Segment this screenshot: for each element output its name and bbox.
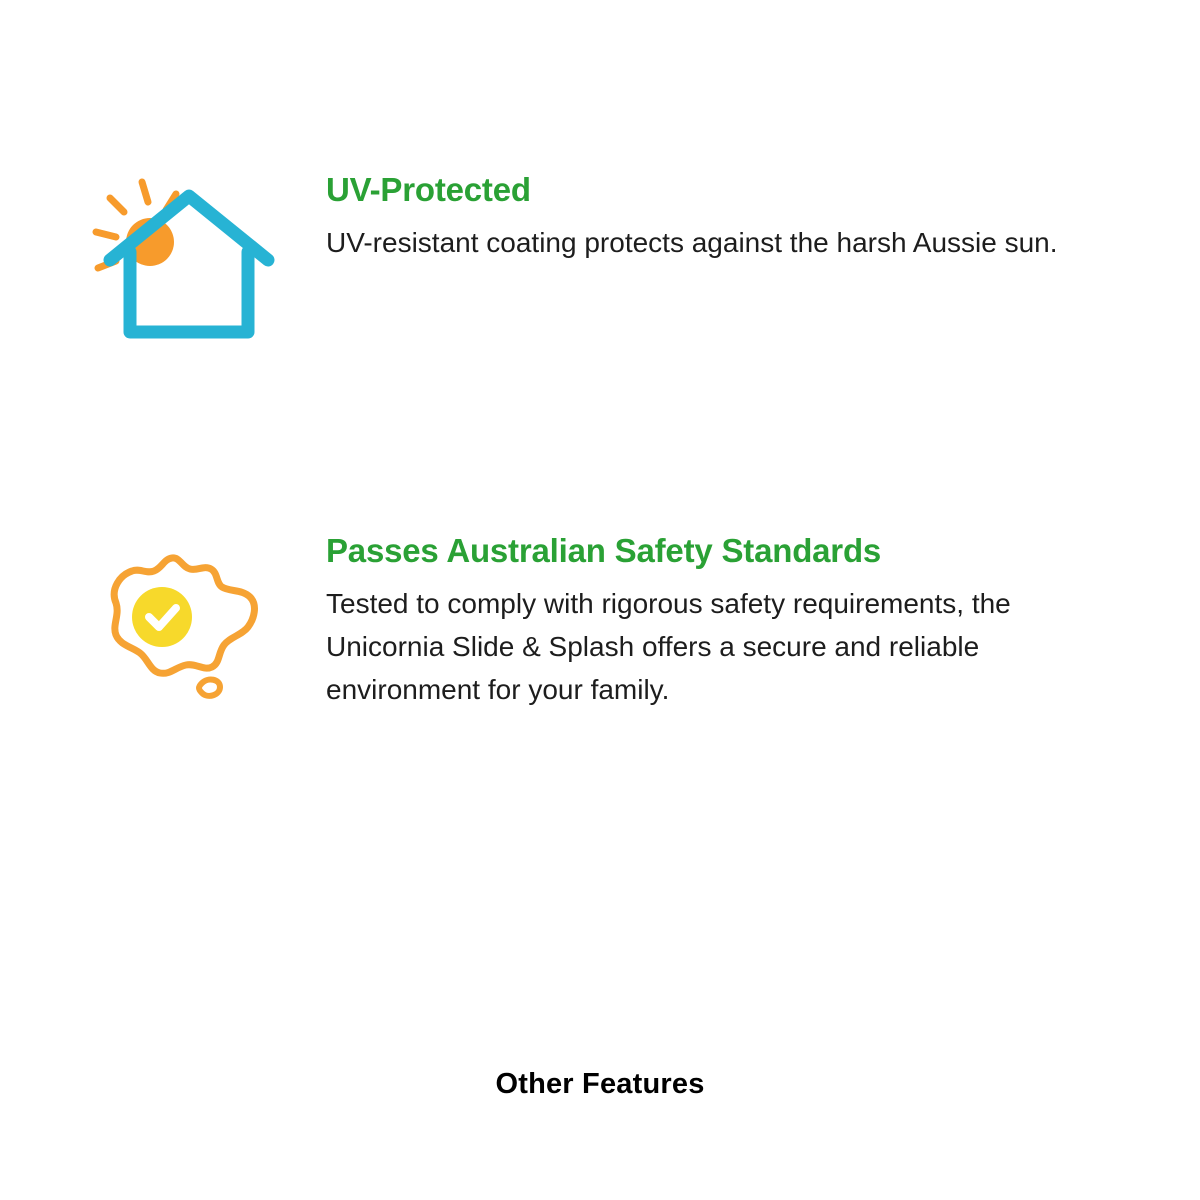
feature-title-uv-protected: UV-Protected [326, 171, 531, 208]
feature-title-safety-standards: Passes Australian Safety Standards [326, 532, 882, 569]
feature-text-safety-standards [326, 525, 1140, 711]
house-with-sun-icon [80, 160, 290, 360]
feature-body-safety-standards: Tested to comply with rigorous safety requirements, the Unicornia Slide & Splash offers a secure and reliable environment for your family. [326, 588, 1011, 705]
feature-text-uv-protected [326, 160, 1120, 264]
feature-item-uv-protected [80, 160, 1120, 360]
feature-body-uv-protected: UV-resistant coating protects against the harsh Aussie sun. [326, 227, 1058, 258]
australia-map-check-icon [80, 525, 290, 715]
other-features-heading: Other Features [495, 1068, 705, 1100]
feature-item-safety-standards [80, 525, 1140, 715]
